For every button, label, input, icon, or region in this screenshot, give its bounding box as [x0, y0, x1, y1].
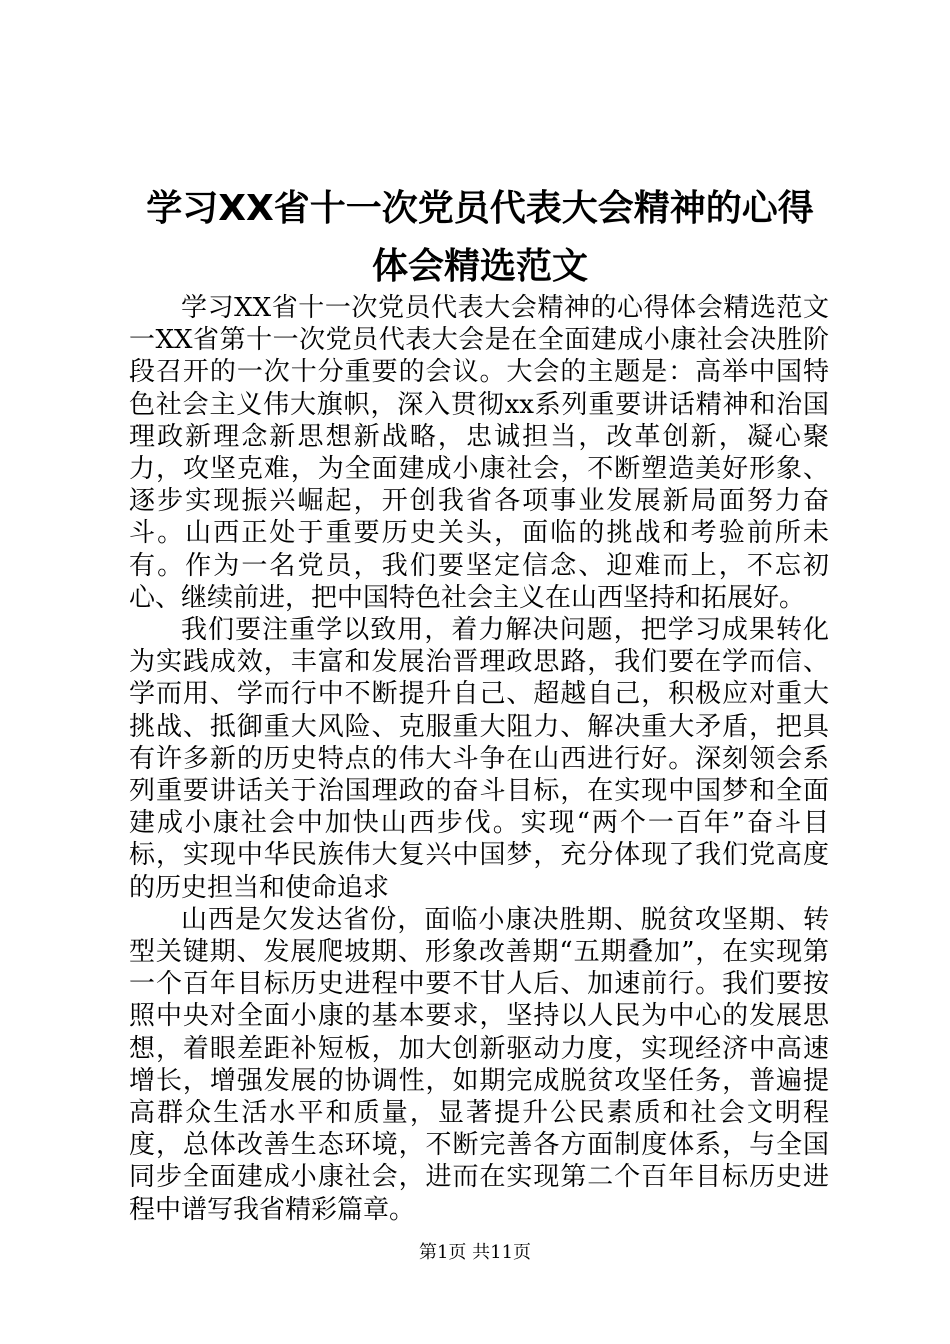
paragraph-1: 学习XX省十一次党员代表大会精神的心得体会精选范文一XX省第十一次党员代表大会是在全面建成小康社会决胜阶段召开的一次十分重要的会议。大会的主题是：高举中国特色社会主义伟大旗帜，深入贯彻xx系列重要讲话精神和治国理政新理念新思想新战略，忠诚担当，改革创新，凝心聚力，攻坚克难，为全面建成小康社会，不断塑造美好形象、逐步实现振兴崛起，开创我省各项事业发展新局面努力奋斗。山西正处于重要历史关头，面临的挑战和考验前所未有。作为一名党员，我们要坚定信念、迎难而上，不忘初心、继续前进，把中国特色社会主义在山西坚持和拓展好。: [129, 293, 829, 613]
paragraph-2: 我们要注重学以致用，着力解决问题，把学习成果转化为实践成效，丰富和发展治晋理政思路，我们要在学而信、学而用、学而行中不断提升自己、超越自己，积极应对重大挑战、抵御重大风险、克服重大阻力、解决重大矛盾，把具有许多新的历史特点的伟大斗争在山西进行好。深刻领会系列重要讲话关于治国理政的奋斗目标，在实现中国梦和全面建成小康社会中加快山西步伐。实现“两个一百年”奋斗目标，实现中华民族伟大复兴中国梦，充分体现了我们党高度的历史担当和使命追求: [129, 615, 829, 903]
document-title: 学习XX省十一次党员代表大会精神的心得体会精选范文: [146, 188, 814, 287]
paragraph-3: 山西是欠发达省份，面临小康决胜期、脱贫攻坚期、转型关键期、发展爬坡期、形象改善期“五期叠加”，在实现第一个百年目标历史进程中要不甘人后、加速前行。我们要按照中央对全面小康的基本要求，坚持以人民为中心的发展思想，着眼差距补短板，加大创新驱动力度，实现经济中高速增长，增强发展的协调性，如期完成脱贫攻坚任务，普遍提高群众生活水平和质量，显著提升公民素质和社会文明程度，总体改善生态环境，不断完善各方面制度体系，与全国同步全面建成小康社会，进而在实现第二个百年目标历史进程中谱写我省精彩篇章。: [129, 904, 829, 1225]
page-footer: 第1页 共11页: [418, 1242, 532, 1263]
document-body: [129, 292, 829, 1226]
